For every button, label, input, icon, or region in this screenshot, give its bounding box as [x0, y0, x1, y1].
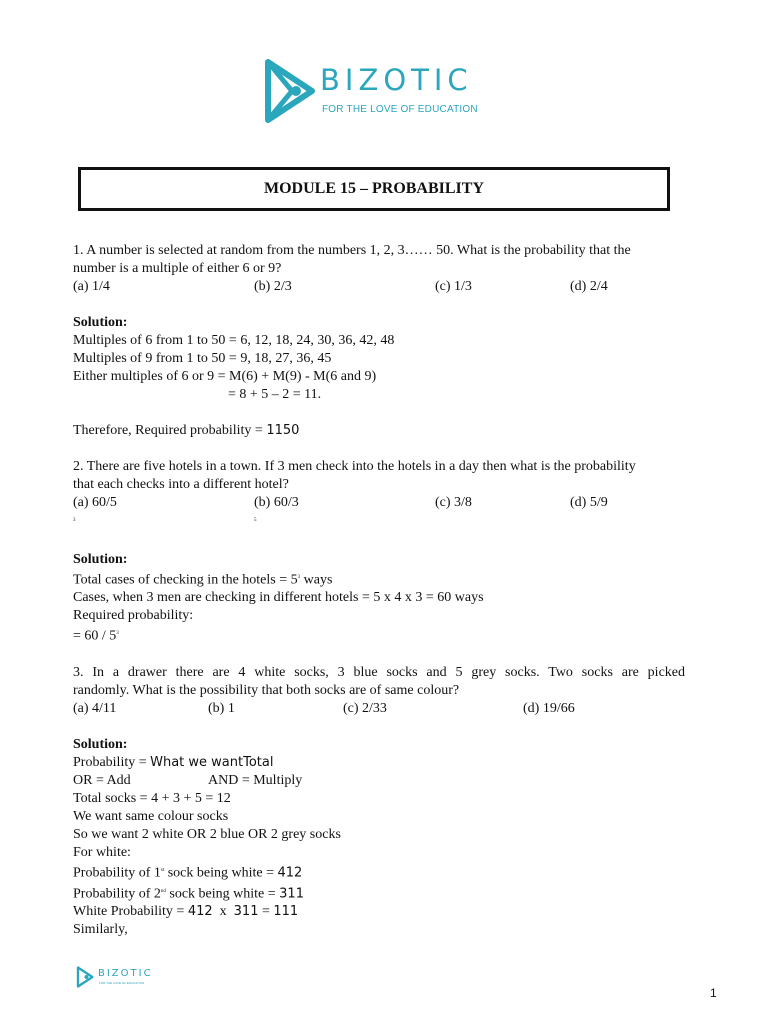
- question-3-options: [73, 700, 685, 718]
- solution-line: Probability of 2nd sock being white = 311: [73, 886, 304, 902]
- fraction: What we wantTotal: [150, 754, 274, 770]
- option-c: (c) 3/8: [435, 495, 472, 510]
- solution-heading: Solution:: [73, 736, 128, 752]
- solution-line: Total cases of checking in the hotels = $5^3$ ways: [73, 572, 333, 588]
- solution-line: For white:: [73, 844, 131, 860]
- fraction: 412: [277, 865, 303, 881]
- solution-line: So we want 2 white OR 2 blue OR 2 grey socks: [73, 826, 341, 842]
- module-title-box: [78, 167, 670, 211]
- solution-result: Therefore, Required probability = 1150: [73, 423, 300, 438]
- question-2-line-1: 2. There are five hotels in a town. If 3 men check into the hotels in a day then what is the probability: [73, 459, 636, 474]
- solution-line: We want same colour socks: [73, 808, 229, 824]
- question-1-options: [73, 278, 685, 296]
- solution-line: = 8 + 5 – 2 = 11.: [228, 387, 322, 402]
- solution-line: OR = Add AND = Multiply: [73, 772, 303, 788]
- solution-line: White Probability = 412 x 311 = 111: [73, 904, 299, 920]
- option-b: (b) 1: [208, 700, 235, 716]
- module-title: MODULE 15 – PROBABILITY: [263, 180, 485, 197]
- option-d: (d) 2/4: [570, 279, 608, 294]
- question-2-line-2: that each checks into a different hotel?: [73, 477, 289, 492]
- brand-logo-header: [262, 58, 502, 128]
- brand-name: BIZOTIC: [320, 63, 473, 97]
- document-body: [73, 242, 685, 939]
- page-number: 1: [710, 986, 717, 1000]
- fraction: 311: [279, 886, 304, 902]
- triangle-play-logo-icon: [262, 58, 317, 124]
- solution-line: Probability = What we wantTotal: [73, 754, 274, 770]
- option-c: (c) 2/33: [343, 700, 387, 716]
- option-b: (b) 60/3 $^5$: [254, 495, 299, 523]
- solution-line: = $60 / 5^3$: [73, 628, 119, 644]
- solution-line: Total socks = 4 + 3 + 5 = 12: [73, 790, 231, 806]
- brand-tagline: FOR THE LOVE OF EDUCATION: [99, 981, 145, 985]
- option-a: (a) 60/5 $^3$: [73, 495, 117, 523]
- option-a: (a) 4/11: [73, 700, 117, 716]
- solution-line: Multiples of 6 from 1 to 50 = 6, 12, 18, 24, 30, 36, 42, 48: [73, 333, 395, 348]
- question-2-options: [73, 494, 685, 533]
- question-3-line-1: 3. In a drawer there are 4 white socks, 3 blue socks and 5 grey socks. Two socks are picked: [73, 664, 685, 680]
- solution-heading: Solution:: [73, 551, 128, 567]
- solution-line: Similarly,: [73, 922, 128, 938]
- option-d: (d) 19/66: [523, 700, 575, 716]
- option-c: (c) 1/3: [435, 279, 472, 294]
- solution-line: Cases, when 3 men are checking in different hotels = 5 x 4 x 3 = 60 ways: [73, 590, 484, 606]
- brand-tagline: FOR THE LOVE OF EDUCATION: [322, 104, 478, 115]
- brand-logo-footer: [76, 966, 156, 988]
- question-1-line-1: 1. A number is selected at random from the numbers 1, 2, 3…… 50. What is the probability that the: [73, 243, 631, 258]
- solution-line: Multiples of 9 from 1 to 50 = 9, 18, 27, 36, 45: [73, 351, 332, 366]
- question-1-line-2: number is a multiple of either 6 or 9?: [73, 261, 282, 276]
- solution-heading: Solution:: [73, 315, 128, 330]
- solution-line: Either multiples of 6 or 9 = M(6) + M(9) - M(6 and 9): [73, 369, 377, 384]
- triangle-play-logo-icon: [76, 966, 94, 988]
- solution-line: Required probability:: [73, 608, 194, 624]
- brand-name: BIZOTIC: [98, 968, 153, 979]
- fraction: 1150: [266, 423, 300, 438]
- solution-line: Probability of 1st sock being white = 412: [73, 865, 303, 881]
- question-3-line-2: randomly. What is the possibility that both socks are of same colour?: [73, 682, 460, 698]
- option-d: (d) 5/9: [570, 495, 608, 510]
- option-a: (a) 1/4: [73, 279, 110, 294]
- option-b: (b) 2/3: [254, 279, 292, 294]
